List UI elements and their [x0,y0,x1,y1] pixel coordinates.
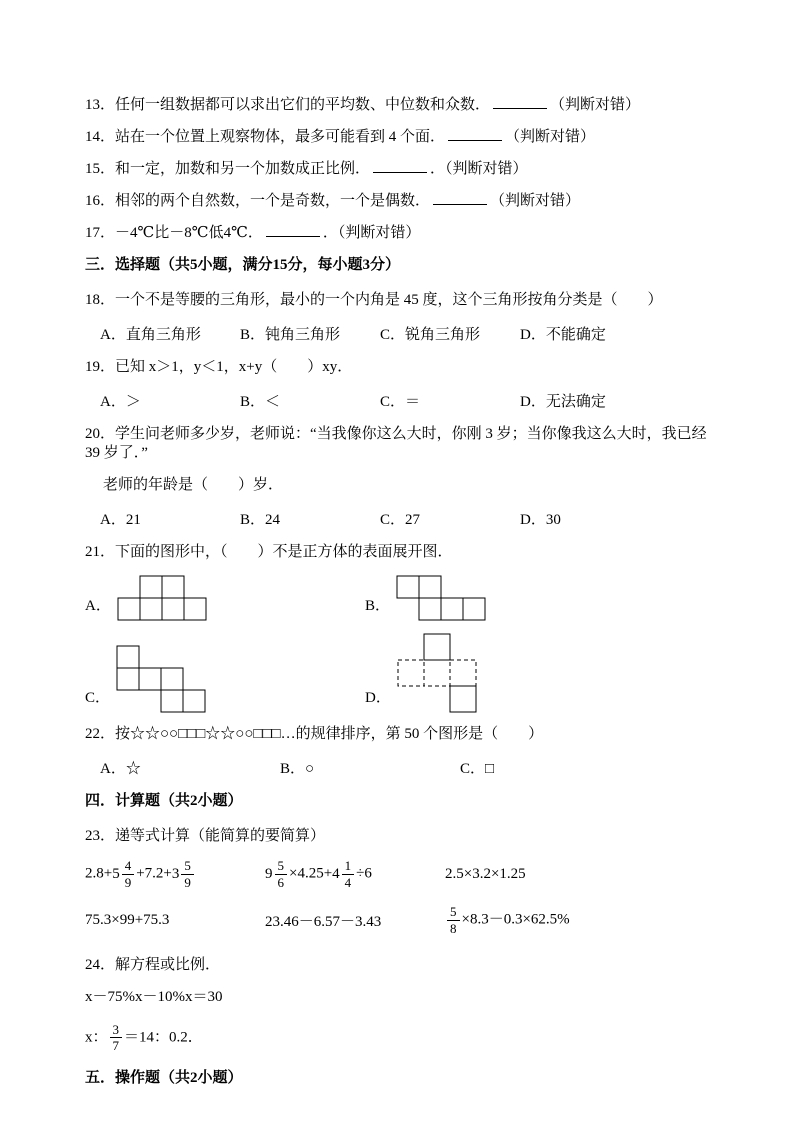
whole-part: 3 [171,865,180,882]
section-header-choice: 三．选择题（共5小题，满分15分，每小题3分） [85,257,401,273]
option-a: A．☆ [100,761,141,777]
denominator: 6 [277,874,284,890]
cube-net-d [397,633,477,713]
q22-stem: 22．按☆☆○○□□□☆☆○○□□□…的规律排序，第 50 个图形是（ ） [85,726,544,742]
cube-net-a [117,575,207,621]
whole-part: 4 [332,865,340,882]
question-tail: ．（判断对错） [322,225,421,241]
figure-c-label: C． [85,690,111,706]
fraction [275,859,288,889]
q20-stem-line2: 老师的年龄是（ ）岁． [103,477,284,493]
question-number: 16． [85,193,116,209]
expression-4: 75.3×99+75.3 [85,911,170,928]
expression-5: 23.46－6.57－3.43 [265,913,382,930]
mixed-number [171,858,196,890]
q22-options [100,757,723,778]
q21-figures-row1 [85,575,723,621]
figure-d [365,633,477,713]
cube-net-b [396,575,486,621]
expr-part: ×4.25+ [289,865,333,882]
answer-blank [373,172,427,173]
q21-figures-row2 [85,633,723,713]
question-text: －4℃比－8℃低4℃． [115,225,263,241]
judgment-item-16 [85,192,723,211]
option-d: D．不能确定 [520,327,606,343]
section-header-calc: 四．计算题（共2小题） [85,793,243,809]
option-b: B．钝角三角形 [240,327,341,343]
numerator: 5 [447,905,460,921]
denominator: 9 [184,874,191,890]
denominator: 7 [112,1038,120,1054]
section-header-operate: 五．操作题（共2小题） [85,1069,243,1086]
question-text: 任何一组数据都可以求出它们的平均数、中位数和众数． [115,97,491,113]
figure-a-label: A． [85,598,111,614]
figure-c [85,633,365,713]
question-number: 14． [85,129,116,145]
numerator: 3 [110,1023,123,1039]
numerator: 5 [181,859,194,875]
judgment-item-13 [85,96,723,115]
q18-options [100,323,723,344]
answer-blank [433,204,487,205]
expression-2 [265,859,445,889]
option-b: B．○ [280,761,315,777]
mixed-number [332,858,356,890]
expr-part: ＝14：0.2． [124,1029,203,1046]
answer-blank [448,140,502,141]
question-tail: ．（判断对错） [430,161,528,177]
q19-stem: 19．已知 x＞1，y＜1，x+y（ ）xy． [85,359,353,375]
answer-blank [266,236,320,237]
q23-stem: 23．递等式计算（能简算的要简算） [85,828,326,844]
question-number: 15． [85,161,116,177]
figure-b-label: B． [365,598,391,614]
option-a: A．＞ [100,394,141,410]
q23-expressions [85,859,723,936]
expr-part: ×8.3－0.3×62.5% [461,911,570,928]
numerator: 1 [342,859,355,875]
expr-part: +7.2+ [136,865,172,882]
denominator: 4 [344,874,352,890]
cube-net-c [116,645,206,713]
option-c: C．27 [380,512,421,528]
whole-part: 5 [112,865,120,882]
option-c: C．＝ [380,394,421,410]
judgment-item-17 [85,224,723,243]
judgment-item-15 [85,160,723,179]
q24-stem: 24．解方程或比例． [85,956,221,973]
denominator: 8 [450,920,457,936]
option-d: D．无法确定 [520,394,606,410]
expr-part: 2.8+ [85,865,113,882]
q20-stem-line1: 20．学生问老师多少岁，老师说：“当我像你这么大时，你刚 3 岁；当你像我这么大时，我已经 39 岁了．” [85,426,707,461]
question-number: 17． [85,225,116,241]
figure-d-label: D． [365,690,391,706]
numerator: 5 [275,859,288,875]
fraction [447,905,460,935]
q24-equation-1: x－75%x－10%x＝30 [85,988,223,1005]
q19-options [100,390,723,411]
denominator: 9 [124,874,132,890]
whole-part: 9 [265,865,273,882]
option-b: B．＜ [240,394,281,410]
question-number: 13． [85,97,116,113]
fraction [342,859,355,889]
expr-part: x： [85,1029,108,1046]
option-a: A．直角三角形 [100,327,201,343]
mixed-number [112,858,136,890]
question-tail: （判断对错） [490,193,581,209]
question-text: 站在一个位置上观察物体，最多可能看到 4 个面． [115,129,446,145]
question-text: 和一定，加数和另一个加数成正比例． [115,161,371,177]
option-c: C．锐角三角形 [380,327,481,343]
expression-3: 2.5×3.2×1.25 [445,865,526,882]
question-tail: （判断对错） [505,129,596,145]
question-text: 相邻的两个自然数，一个是奇数，一个是偶数． [115,193,431,209]
expression-1 [85,859,265,889]
expression-6 [445,905,723,935]
option-d: D．30 [520,512,561,528]
q24-equation-2 [85,1023,723,1053]
expr-part: ÷6 [356,865,372,882]
fraction [122,859,135,889]
q18-stem: 18．一个不是等腰的三角形，最小的一个内角是 45 度，这个三角形按角分类是（ ） [85,292,663,308]
question-tail: （判断对错） [550,97,641,113]
mixed-number [265,858,289,890]
figure-a [85,575,365,621]
option-b: B．24 [240,512,281,528]
q21-stem: 21．下面的图形中，（ ）不是正方体的表面展开图． [85,544,453,560]
fraction [181,859,194,889]
q20-options [100,508,723,529]
judgment-item-14 [85,128,723,147]
numerator: 4 [122,859,135,875]
fraction [110,1023,123,1053]
figure-b [365,575,486,621]
answer-blank [493,108,547,109]
option-a: A．21 [100,512,141,528]
option-c: C．□ [460,761,495,777]
